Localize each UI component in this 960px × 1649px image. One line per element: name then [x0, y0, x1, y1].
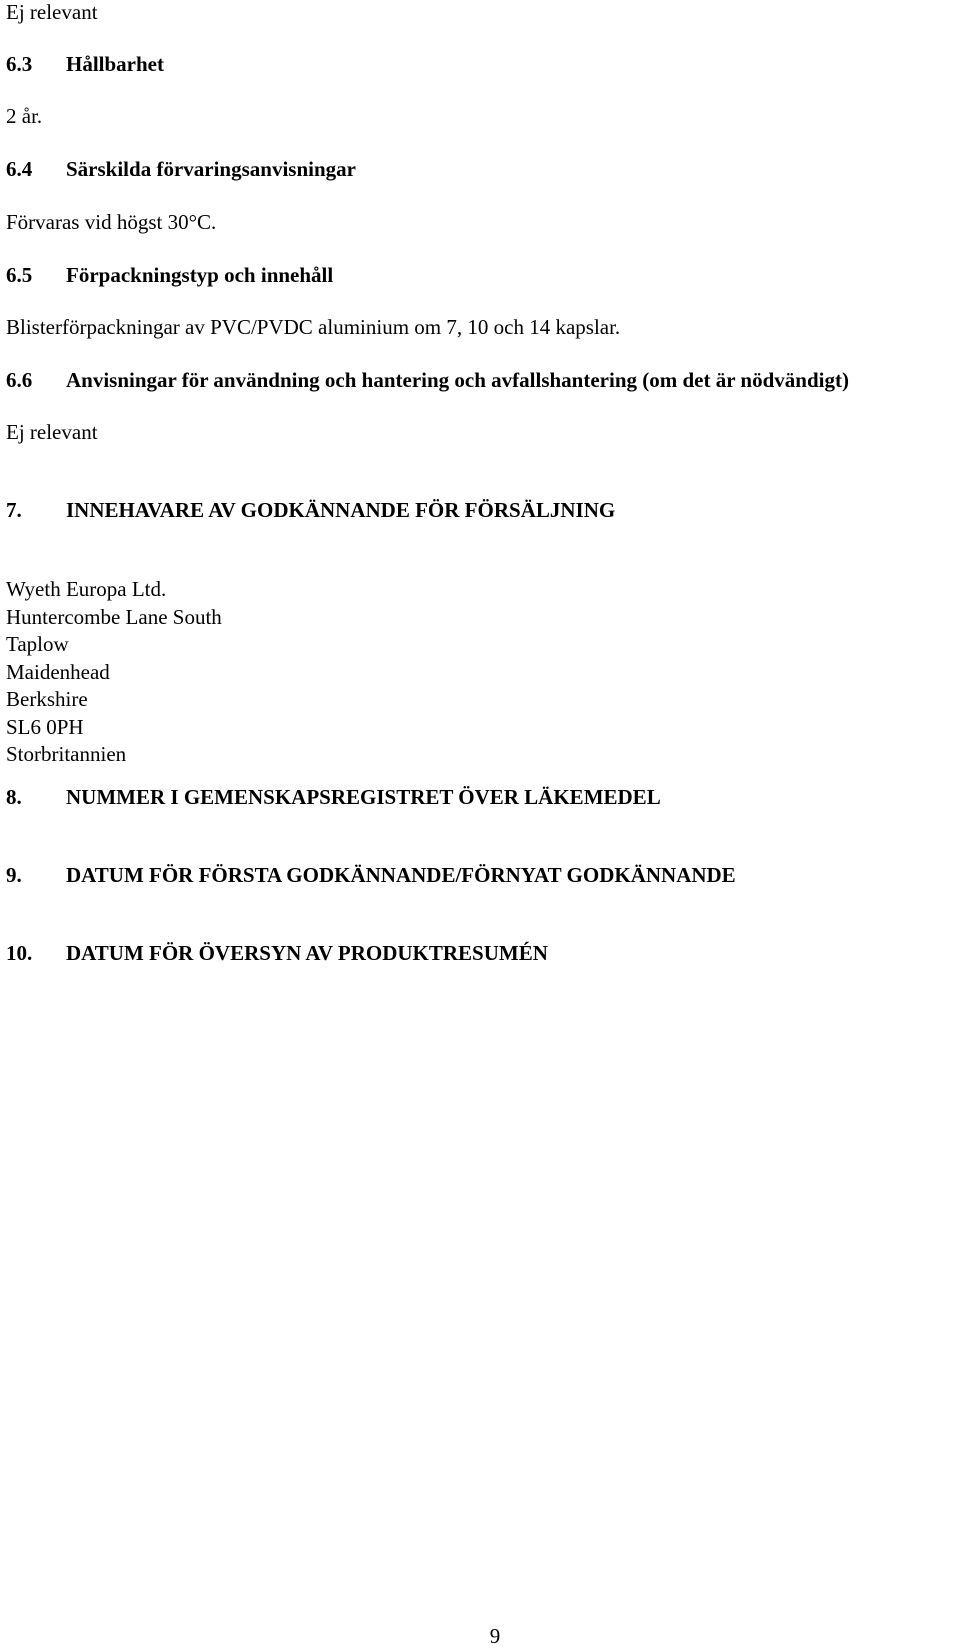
- section-title: NUMMER I GEMENSKAPSREGISTRET ÖVER LÄKEMEDEL: [66, 785, 661, 809]
- section-title: Förpackningstyp och innehåll: [66, 263, 334, 287]
- section-title: Hållbarhet: [66, 52, 164, 76]
- section-heading-6-4: [6, 159, 356, 180]
- body-text: Ej relevant: [6, 0, 98, 24]
- section-number: 9.: [6, 863, 22, 887]
- body-text: Förvaras vid högst 30°C.: [6, 210, 217, 234]
- address-line: Berkshire: [6, 687, 88, 711]
- section-heading-9: [6, 865, 736, 886]
- section-heading-8: [6, 787, 661, 808]
- body-text: Blisterförpackningar av PVC/PVDC aluminium om 7, 10 och 14 kapslar.: [6, 315, 621, 339]
- section-title: DATUM FÖR ÖVERSYN AV PRODUKTRESUMÉN: [66, 941, 548, 965]
- section-heading-6-6: [6, 370, 849, 391]
- address-line: Wyeth Europa Ltd.: [6, 577, 167, 601]
- section-title: Anvisningar för användning och hantering och avfallshantering (om det är nödvändigt): [66, 368, 849, 392]
- section-number: 10.: [6, 941, 33, 965]
- holder-address: [6, 576, 222, 769]
- page-number: 9: [489, 1624, 501, 1648]
- address-line: Storbritannien: [6, 742, 127, 766]
- section-number: 8.: [6, 785, 22, 809]
- section-number: 6.5: [6, 263, 33, 287]
- section-number: 7.: [6, 498, 22, 522]
- section-title: Särskilda förvaringsanvisningar: [66, 157, 356, 181]
- section-heading-7: [6, 500, 615, 521]
- address-line: Huntercombe Lane South: [6, 604, 222, 629]
- section-title: INNEHAVARE AV GODKÄNNANDE FÖR FÖRSÄLJNING: [66, 498, 616, 522]
- address-line: SL6 0PH: [6, 714, 84, 739]
- body-text: Ej relevant: [6, 420, 98, 444]
- section-heading-10: [6, 943, 548, 964]
- section-number: 6.4: [6, 157, 33, 181]
- body-text: 2 år.: [6, 104, 43, 128]
- address-line: Maidenhead: [6, 659, 110, 684]
- section-heading-6-3: [6, 54, 164, 75]
- section-number: 6.6: [6, 368, 33, 392]
- address-line: Taplow: [6, 632, 69, 656]
- section-number: 6.3: [6, 52, 33, 76]
- section-title: DATUM FÖR FÖRSTA GODKÄNNANDE/FÖRNYAT GODKÄNNANDE: [66, 863, 736, 887]
- section-heading-6-5: [6, 265, 333, 286]
